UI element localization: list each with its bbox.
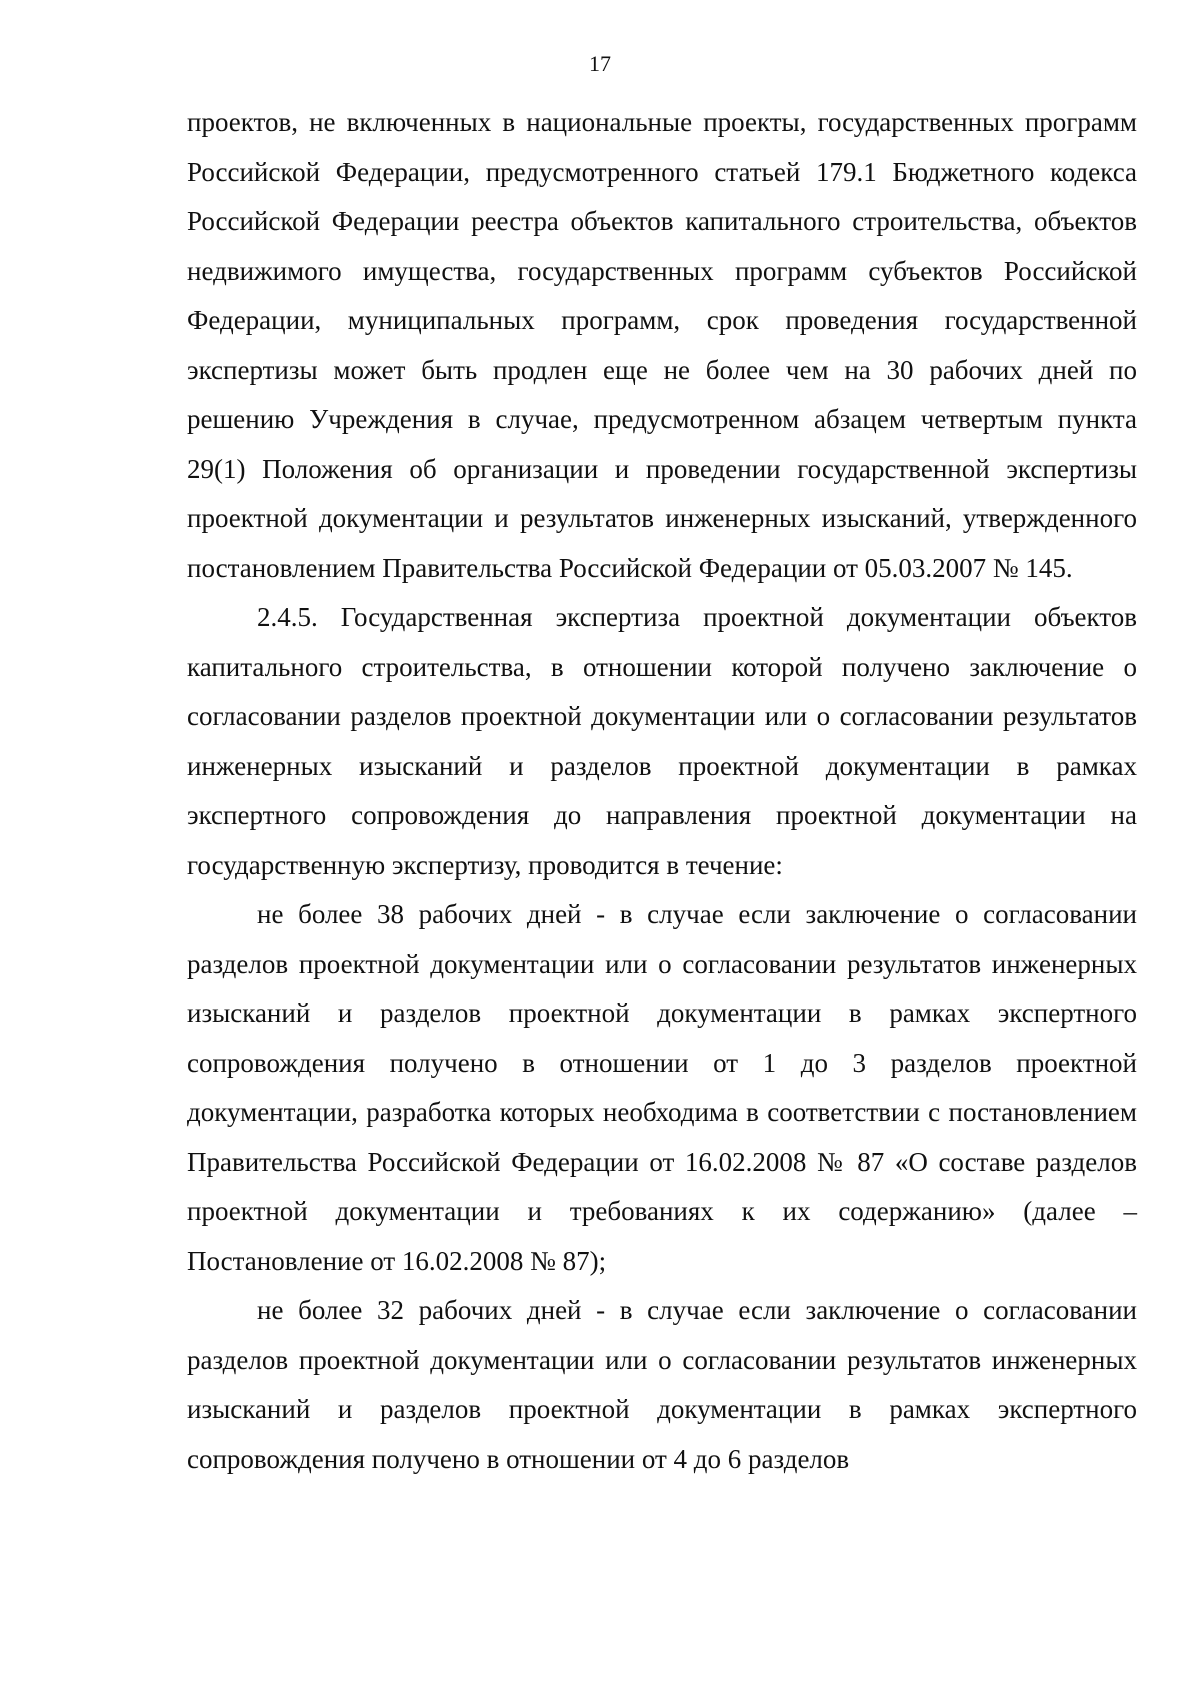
paragraph-38-days: не более 38 рабочих дней - в случае если заключение о согласовании разделов проектной документации или о согласовании результатов инженерных изысканий и разделов проектной документации в рамках экспертного сопровождения получено в отношении от 1 до 3 разделов проектной документации, разработка которых необходима в соответствии с постановлением Правительства Российской Федерации от 16.02.2008 № 87 «О составе разделов проектной документации и требованиях к их содержанию» (далее – Постановление от 16.02.2008 № 87); [187, 899, 1137, 1276]
paragraph-continuation: проектов, не включенных в национальные проекты, государственных программ Российской Федерации, предусмотренного статьей 179.1 Бюджетного кодекса Российской Федерации реестра объектов капитального строительства, объектов недвижимого имущества, государственных программ субъектов Российской Федерации, муниципальных программ, срок проведения государственной экспертизы может быть продлен еще не более чем на 30 рабочих дней по решению Учреждения в случае, предусмотренном абзацем четвертым пункта 29(1) Положения об организации и проведении государственной экспертизы проектной документации и результатов инженерных изысканий, утвержденного постановлением Правительства Российской Федерации от 05.03.2007 № 145. [187, 107, 1137, 583]
document-body [187, 98, 1137, 1484]
page-number: 17 [589, 51, 611, 76]
paragraph-32-days: не более 32 рабочих дней - в случае если заключение о согласовании разделов проектной документации или о согласовании результатов инженерных изысканий и разделов проектной документации в рамках экспертного сопровождения получено в отношении от 4 до 6 разделов [187, 1295, 1137, 1474]
paragraph-section-2-4-5: 2.4.5. Государственная экспертиза проектной документации объектов капитального строительства, в отношении которой получено заключение о согласовании разделов проектной документации или о согласовании результатов инженерных изысканий и разделов проектной документации в рамках экспертного сопровождения до направления проектной документации на государственную экспертизу, проводится в течение: [187, 602, 1137, 880]
